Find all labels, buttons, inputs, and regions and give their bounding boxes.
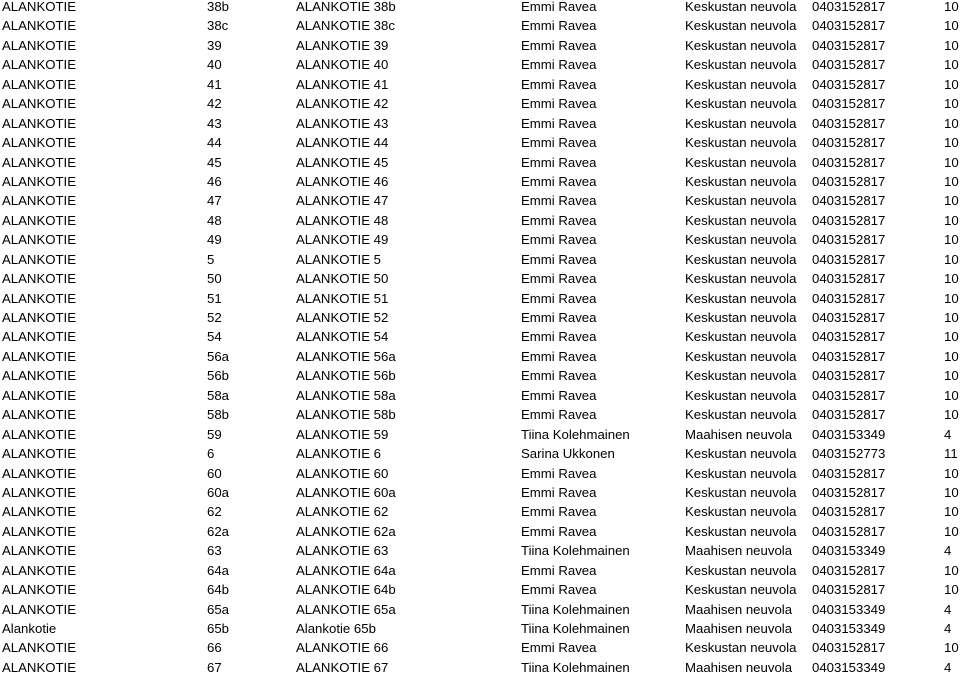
- phone-cell: 0403152817: [812, 562, 886, 578]
- nurse-name-cell: Emmi Ravea: [521, 251, 597, 267]
- area-code-cell: 10: [944, 18, 959, 34]
- clinic-cell: Maahisen neuvola: [685, 601, 793, 617]
- street-cell: ALANKOTIE: [2, 329, 77, 345]
- table-row: [0, 561, 960, 580]
- phone-cell: 0403152817: [812, 368, 886, 384]
- address-cell: ALANKOTIE 44: [296, 135, 389, 151]
- phone-cell: 0403153349: [812, 543, 886, 559]
- area-code-cell: 10: [944, 290, 959, 306]
- house-number-cell: 62a: [207, 523, 230, 539]
- nurse-name-cell: Emmi Ravea: [521, 271, 597, 287]
- house-number-cell: 65b: [207, 621, 230, 636]
- street-cell: ALANKOTIE: [2, 368, 77, 384]
- table-row: [0, 464, 960, 483]
- nurse-name-cell: Tiina Kolehmainen: [521, 543, 630, 559]
- clinic-cell: Maahisen neuvola: [685, 621, 793, 636]
- street-cell: ALANKOTIE: [2, 484, 77, 500]
- nurse-name-cell: Emmi Ravea: [521, 115, 597, 131]
- area-code-cell: 10: [944, 484, 959, 500]
- clinic-cell: Maahisen neuvola: [685, 426, 793, 442]
- clinic-cell: Maahisen neuvola: [685, 659, 793, 675]
- nurse-name-cell: Emmi Ravea: [521, 640, 597, 656]
- house-number-cell: 43: [207, 115, 222, 131]
- street-cell: ALANKOTIE: [2, 135, 77, 151]
- street-cell: ALANKOTIE: [2, 562, 77, 578]
- clinic-cell: Keskustan neuvola: [685, 562, 797, 578]
- nurse-name-cell: Emmi Ravea: [521, 212, 597, 228]
- nurse-name-cell: Emmi Ravea: [521, 232, 597, 248]
- table-row: [0, 75, 960, 94]
- street-cell: ALANKOTIE: [2, 96, 77, 112]
- house-number-cell: 65a: [207, 601, 230, 617]
- nurse-name-cell: Emmi Ravea: [521, 154, 597, 170]
- street-cell: ALANKOTIE: [2, 407, 77, 423]
- phone-cell: 0403152817: [812, 329, 886, 345]
- table-row: [0, 0, 960, 16]
- street-cell: ALANKOTIE: [2, 115, 77, 131]
- phone-cell: 0403152773: [812, 446, 886, 462]
- clinic-cell: Keskustan neuvola: [685, 407, 797, 423]
- house-number-cell: 40: [207, 57, 222, 73]
- phone-cell: 0403152817: [812, 18, 886, 34]
- clinic-cell: Keskustan neuvola: [685, 232, 797, 248]
- nurse-name-cell: Emmi Ravea: [521, 37, 597, 53]
- clinic-cell: Keskustan neuvola: [685, 173, 797, 189]
- area-code-cell: 10: [944, 504, 959, 520]
- street-cell: ALANKOTIE: [2, 659, 77, 675]
- address-cell: ALANKOTIE 62a: [296, 523, 396, 539]
- nurse-name-cell: Tiina Kolehmainen: [521, 426, 630, 442]
- house-number-cell: 64a: [207, 562, 230, 578]
- area-code-cell: 4: [944, 621, 952, 636]
- house-number-cell: 44: [207, 135, 222, 151]
- phone-cell: 0403153349: [812, 659, 886, 675]
- street-cell: ALANKOTIE: [2, 543, 77, 559]
- house-number-cell: 47: [207, 193, 222, 209]
- table-row: [0, 211, 960, 230]
- phone-cell: 0403152817: [812, 387, 886, 403]
- area-code-cell: 10: [944, 310, 959, 325]
- area-code-cell: 11: [944, 446, 958, 462]
- area-code-cell: 10: [944, 0, 959, 14]
- house-number-cell: 58a: [207, 387, 230, 403]
- clinic-cell: Keskustan neuvola: [685, 37, 797, 53]
- phone-cell: 0403152817: [812, 76, 886, 92]
- clinic-cell: Keskustan neuvola: [685, 193, 797, 209]
- table-row: [0, 36, 960, 55]
- address-cell: ALANKOTIE 46: [296, 173, 389, 189]
- clinic-cell: Keskustan neuvola: [685, 96, 797, 112]
- area-code-cell: 4: [944, 659, 952, 675]
- house-number-cell: 54: [207, 329, 222, 345]
- phone-cell: 0403152817: [812, 212, 886, 228]
- table-row: [0, 230, 960, 249]
- table-row: [0, 347, 960, 366]
- phone-cell: 0403152817: [812, 96, 886, 112]
- address-cell: ALANKOTIE 64a: [296, 562, 396, 578]
- nurse-name-cell: Sarina Ukkonen: [521, 446, 615, 462]
- phone-cell: 0403153349: [812, 621, 886, 636]
- nurse-name-cell: Emmi Ravea: [521, 135, 597, 151]
- clinic-cell: Maahisen neuvola: [685, 543, 793, 559]
- street-cell: ALANKOTIE: [2, 37, 77, 53]
- phone-cell: 0403152817: [812, 173, 886, 189]
- nurse-name-cell: Emmi Ravea: [521, 0, 597, 14]
- street-cell: ALANKOTIE: [2, 0, 77, 14]
- address-cell: ALANKOTIE 51: [296, 290, 389, 306]
- phone-cell: 0403152817: [812, 115, 886, 131]
- house-number-cell: 5: [207, 251, 215, 267]
- address-cell: Alankotie 65b: [296, 621, 376, 636]
- street-cell: ALANKOTIE: [2, 601, 77, 617]
- phone-cell: 0403152817: [812, 504, 886, 520]
- nurse-name-cell: Emmi Ravea: [521, 57, 597, 73]
- street-cell: ALANKOTIE: [2, 465, 77, 481]
- nurse-name-cell: Emmi Ravea: [521, 18, 597, 34]
- address-cell: ALANKOTIE 40: [296, 57, 389, 73]
- table-row: [0, 327, 960, 346]
- address-cell: ALANKOTIE 50: [296, 271, 389, 287]
- table-row: [0, 444, 960, 463]
- house-number-cell: 60: [207, 465, 222, 481]
- street-cell: ALANKOTIE: [2, 640, 77, 656]
- table-row: [0, 386, 960, 405]
- area-code-cell: 10: [944, 640, 959, 656]
- nurse-name-cell: Emmi Ravea: [521, 173, 597, 189]
- area-code-cell: 10: [944, 348, 959, 364]
- clinic-cell: Keskustan neuvola: [685, 212, 797, 228]
- area-code-cell: 4: [944, 543, 952, 559]
- nurse-name-cell: Emmi Ravea: [521, 465, 597, 481]
- address-cell: ALANKOTIE 6: [296, 446, 382, 462]
- table-row: [0, 483, 960, 502]
- phone-cell: 0403152817: [812, 310, 886, 325]
- house-number-cell: 60a: [207, 484, 230, 500]
- street-cell: ALANKOTIE: [2, 76, 77, 92]
- clinic-cell: Keskustan neuvola: [685, 271, 797, 287]
- phone-cell: 0403152817: [812, 271, 886, 287]
- house-number-cell: 46: [207, 173, 222, 189]
- address-cell: ALANKOTIE 52: [296, 310, 389, 325]
- clinic-cell: Keskustan neuvola: [685, 504, 797, 520]
- nurse-name-cell: Emmi Ravea: [521, 387, 597, 403]
- nurse-name-cell: Emmi Ravea: [521, 193, 597, 209]
- phone-cell: 0403152817: [812, 135, 886, 151]
- address-cell: ALANKOTIE 60: [296, 465, 389, 481]
- address-cell: ALANKOTIE 43: [296, 115, 389, 131]
- clinic-cell: Keskustan neuvola: [685, 0, 797, 14]
- area-code-cell: 10: [944, 154, 959, 170]
- table-row: [0, 405, 960, 424]
- table-row: [0, 191, 960, 210]
- table-row: [0, 522, 960, 541]
- house-number-cell: 64b: [207, 582, 230, 598]
- nurse-name-cell: Emmi Ravea: [521, 329, 597, 345]
- phone-cell: 0403152817: [812, 523, 886, 539]
- house-number-cell: 50: [207, 271, 222, 287]
- phone-cell: 0403152817: [812, 232, 886, 248]
- street-cell: ALANKOTIE: [2, 504, 77, 520]
- area-code-cell: 10: [944, 96, 959, 112]
- table-row: [0, 541, 960, 560]
- house-number-cell: 49: [207, 232, 222, 248]
- address-cell: ALANKOTIE 45: [296, 154, 389, 170]
- nurse-name-cell: Emmi Ravea: [521, 562, 597, 578]
- phone-cell: 0403152817: [812, 154, 886, 170]
- area-code-cell: 4: [944, 426, 952, 442]
- table-row: [0, 269, 960, 288]
- phone-cell: 0403152817: [812, 640, 886, 656]
- house-number-cell: 67: [207, 659, 222, 675]
- area-code-cell: 10: [944, 193, 959, 209]
- house-number-cell: 63: [207, 543, 222, 559]
- phone-cell: 0403153349: [812, 601, 886, 617]
- clinic-cell: Keskustan neuvola: [685, 18, 797, 34]
- house-number-cell: 42: [207, 96, 222, 112]
- address-cell: ALANKOTIE 59: [296, 426, 389, 442]
- table-row: [0, 658, 960, 677]
- street-cell: ALANKOTIE: [2, 173, 77, 189]
- area-code-cell: 10: [944, 329, 959, 345]
- street-cell: ALANKOTIE: [2, 193, 77, 209]
- area-code-cell: 10: [944, 212, 959, 228]
- house-number-cell: 38b: [207, 0, 230, 14]
- house-number-cell: 56b: [207, 368, 230, 384]
- nurse-name-cell: Emmi Ravea: [521, 310, 597, 325]
- street-cell: ALANKOTIE: [2, 290, 77, 306]
- table-row: [0, 94, 960, 113]
- clinic-cell: Keskustan neuvola: [685, 57, 797, 73]
- clinic-cell: Keskustan neuvola: [685, 465, 797, 481]
- nurse-name-cell: Emmi Ravea: [521, 523, 597, 539]
- street-cell: ALANKOTIE: [2, 426, 77, 442]
- street-cell: ALANKOTIE: [2, 387, 77, 403]
- clinic-cell: Keskustan neuvola: [685, 329, 797, 345]
- clinic-cell: Keskustan neuvola: [685, 484, 797, 500]
- street-cell: ALANKOTIE: [2, 212, 77, 228]
- nurse-name-cell: Emmi Ravea: [521, 484, 597, 500]
- address-cell: ALANKOTIE 54: [296, 329, 389, 345]
- street-cell: ALANKOTIE: [2, 446, 77, 462]
- street-cell: ALANKOTIE: [2, 232, 77, 248]
- table-row: [0, 308, 960, 327]
- area-code-cell: 10: [944, 523, 959, 539]
- street-cell: ALANKOTIE: [2, 310, 77, 325]
- house-number-cell: 39: [207, 37, 222, 53]
- street-cell: Alankotie: [2, 621, 57, 636]
- clinic-cell: Keskustan neuvola: [685, 310, 797, 325]
- area-code-cell: 10: [944, 57, 959, 73]
- nurse-name-cell: Emmi Ravea: [521, 582, 597, 598]
- phone-cell: 0403152817: [812, 290, 886, 306]
- nurse-name-cell: Emmi Ravea: [521, 368, 597, 384]
- house-number-cell: 56a: [207, 348, 230, 364]
- house-number-cell: 48: [207, 212, 222, 228]
- area-code-cell: 10: [944, 582, 959, 598]
- clinic-cell: Keskustan neuvola: [685, 154, 797, 170]
- phone-cell: 0403153349: [812, 426, 886, 442]
- phone-cell: 0403152817: [812, 193, 886, 209]
- nurse-name-cell: Emmi Ravea: [521, 290, 597, 306]
- clinic-cell: Keskustan neuvola: [685, 76, 797, 92]
- table-row: [0, 172, 960, 191]
- address-cell: ALANKOTIE 38c: [296, 18, 395, 34]
- address-cell: ALANKOTIE 48: [296, 212, 389, 228]
- address-cell: ALANKOTIE 47: [296, 193, 389, 209]
- address-cell: ALANKOTIE 64b: [296, 582, 396, 598]
- house-number-cell: 59: [207, 426, 222, 442]
- table-row: [0, 619, 960, 638]
- table-row: [0, 289, 960, 308]
- clinic-cell: Keskustan neuvola: [685, 387, 797, 403]
- nurse-name-cell: Emmi Ravea: [521, 96, 597, 112]
- area-code-cell: 10: [944, 387, 959, 403]
- address-cell: ALANKOTIE 66: [296, 640, 389, 656]
- table-row: [0, 133, 960, 152]
- table-row: [0, 55, 960, 74]
- phone-cell: 0403152817: [812, 251, 886, 267]
- area-code-cell: 10: [944, 271, 959, 287]
- phone-cell: 0403152817: [812, 407, 886, 423]
- address-cell: ALANKOTIE 65a: [296, 601, 396, 617]
- address-cell: ALANKOTIE 41: [296, 76, 389, 92]
- street-cell: ALANKOTIE: [2, 154, 77, 170]
- area-code-cell: 10: [944, 251, 959, 267]
- house-number-cell: 45: [207, 154, 222, 170]
- address-cell: ALANKOTIE 56a: [296, 348, 396, 364]
- area-code-cell: 10: [944, 232, 959, 248]
- table-row: [0, 600, 960, 619]
- address-cell: ALANKOTIE 63: [296, 543, 389, 559]
- house-number-cell: 51: [207, 290, 222, 306]
- street-cell: ALANKOTIE: [2, 18, 77, 34]
- table-row: [0, 580, 960, 599]
- area-code-cell: 10: [944, 368, 959, 384]
- house-number-cell: 58b: [207, 407, 230, 423]
- house-number-cell: 38c: [207, 18, 229, 34]
- phone-cell: 0403152817: [812, 348, 886, 364]
- street-cell: ALANKOTIE: [2, 251, 77, 267]
- nurse-name-cell: Emmi Ravea: [521, 407, 597, 423]
- address-cell: ALANKOTIE 60a: [296, 484, 396, 500]
- clinic-cell: Keskustan neuvola: [685, 446, 797, 462]
- area-code-cell: 10: [944, 173, 959, 189]
- nurse-name-cell: Emmi Ravea: [521, 504, 597, 520]
- table-row: [0, 366, 960, 385]
- clinic-cell: Keskustan neuvola: [685, 640, 797, 656]
- table-row: [0, 16, 960, 35]
- nurse-name-cell: Emmi Ravea: [521, 348, 597, 364]
- nurse-name-cell: Tiina Kolehmainen: [521, 621, 630, 636]
- table-row: [0, 425, 960, 444]
- table-row: [0, 250, 960, 269]
- address-cell: ALANKOTIE 58a: [296, 387, 396, 403]
- phone-cell: 0403152817: [812, 57, 886, 73]
- clinic-cell: Keskustan neuvola: [685, 115, 797, 131]
- clinic-cell: Keskustan neuvola: [685, 368, 797, 384]
- street-cell: ALANKOTIE: [2, 271, 77, 287]
- area-code-cell: 10: [944, 562, 959, 578]
- address-cell: ALANKOTIE 58b: [296, 407, 396, 423]
- phone-cell: 0403152817: [812, 37, 886, 53]
- table-row: [0, 114, 960, 133]
- nurse-name-cell: Emmi Ravea: [521, 76, 597, 92]
- house-number-cell: 52: [207, 310, 222, 325]
- area-code-cell: 4: [944, 601, 952, 617]
- clinic-cell: Keskustan neuvola: [685, 348, 797, 364]
- address-cell: ALANKOTIE 56b: [296, 368, 396, 384]
- clinic-cell: Keskustan neuvola: [685, 582, 797, 598]
- area-code-cell: 10: [944, 407, 959, 423]
- address-cell: ALANKOTIE 62: [296, 504, 389, 520]
- street-cell: ALANKOTIE: [2, 582, 77, 598]
- area-code-cell: 10: [944, 37, 959, 53]
- clinic-cell: Keskustan neuvola: [685, 251, 797, 267]
- nurse-name-cell: Tiina Kolehmainen: [521, 601, 630, 617]
- area-code-cell: 10: [944, 115, 959, 131]
- clinic-cell: Keskustan neuvola: [685, 290, 797, 306]
- phone-cell: 0403152817: [812, 0, 886, 14]
- table-row: [0, 638, 960, 657]
- street-cell: ALANKOTIE: [2, 348, 77, 364]
- phone-cell: 0403152817: [812, 582, 886, 598]
- address-cell: ALANKOTIE 39: [296, 37, 389, 53]
- table-row: [0, 502, 960, 521]
- area-code-cell: 10: [944, 76, 959, 92]
- area-code-cell: 10: [944, 465, 959, 481]
- address-cell: ALANKOTIE 67: [296, 659, 389, 675]
- house-number-cell: 6: [207, 446, 215, 462]
- address-cell: ALANKOTIE 5: [296, 251, 382, 267]
- clinic-cell: Keskustan neuvola: [685, 135, 797, 151]
- street-cell: ALANKOTIE: [2, 523, 77, 539]
- phone-cell: 0403152817: [812, 465, 886, 481]
- house-number-cell: 62: [207, 504, 222, 520]
- clinic-cell: Keskustan neuvola: [685, 523, 797, 539]
- table-row: [0, 153, 960, 172]
- street-cell: ALANKOTIE: [2, 57, 77, 73]
- house-number-cell: 66: [207, 640, 222, 656]
- address-cell: ALANKOTIE 42: [296, 96, 389, 112]
- phone-cell: 0403152817: [812, 484, 886, 500]
- house-number-cell: 41: [207, 76, 222, 92]
- address-cell: ALANKOTIE 38b: [296, 0, 396, 14]
- address-cell: ALANKOTIE 49: [296, 232, 389, 248]
- area-code-cell: 10: [944, 135, 959, 151]
- nurse-name-cell: Tiina Kolehmainen: [521, 659, 630, 675]
